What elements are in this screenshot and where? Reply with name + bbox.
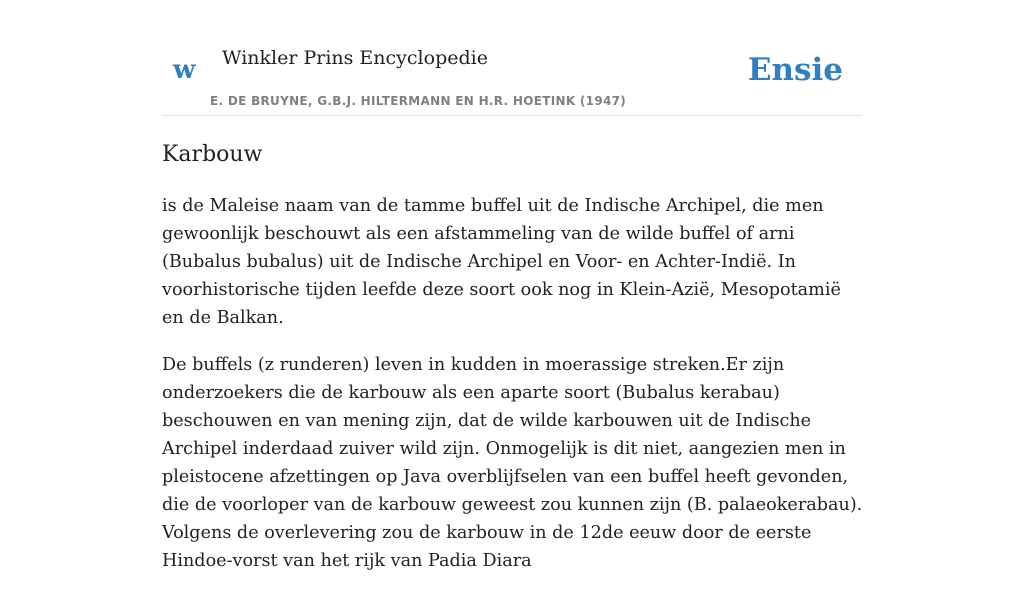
article-body xyxy=(162,192,864,594)
site-title[interactable]: Winkler Prins Encyclopedie xyxy=(222,47,488,69)
article-paragraph: De buffels (z runderen) leven in kudden in moerassige streken.Er zijn onderzoekers die de karbouw als een aparte soort (Bubalus kerabau) beschouwen en van mening zijn, dat de wilde karbouwen uit de Indische Archipel inderdaad zuiver wild zijn. Onmogelijk is dit niet, aangezien men in pleistocene afzettingen op Java overblijfselen van een buffel heeft gevonden, die de voorloper van de karbouw geweest zou kunnen zijn (B. palaeokerabau). Volgens de overlevering zou de karbouw in de 12de eeuw door de eerste Hindoe-vorst van het rijk van Padia Diara xyxy=(162,355,863,571)
brand-logo[interactable]: Ensie xyxy=(747,52,843,88)
header-divider xyxy=(162,115,862,116)
article-paragraph: is de Maleise naam van de tamme buffel uit de Indische Archipel, die men gewoonlijk beschouwt als een afstammeling van de wilde buffel of arni (Bubalus bubalus) uit de Indische Archipel en Voor- en Achter-Indië. In voorhistorische tijden leefde deze soort ook nog in Klein-Azië, Mesopotamië en de Balkan. xyxy=(162,196,841,328)
authors-line: E. DE BRUYNE, G.B.J. HILTERMANN EN H.R. HOETINK (1947) xyxy=(210,94,627,108)
article-title: Karbouw xyxy=(162,142,263,167)
site-logo-icon[interactable]: w xyxy=(173,55,196,85)
